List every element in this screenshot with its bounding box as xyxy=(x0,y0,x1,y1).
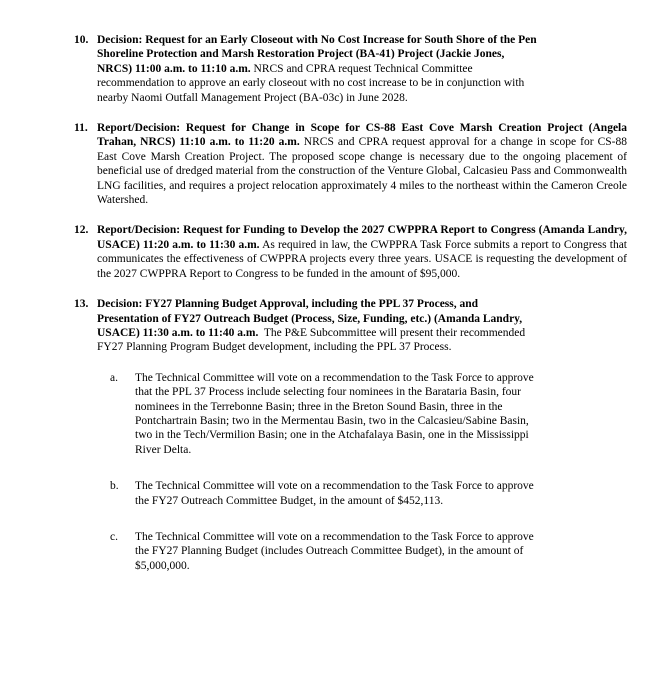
agenda-item-13-text: Decision: FY27 Planning Budget Approval, including the PPL 37 Process, and Presentation of FY27 Outreach Budget (Process, Size, Funding, etc.) (Amanda Landry, USACE) 11:30 a.m. to 11:40 a.m. The P&E Subcommittee will present their recommended FY27 Planning Program Budget development, including the PPL 37 Process. xyxy=(97,298,526,354)
agenda-item-12-heading: Report/Decision: Request for Funding to Develop the 2027 CWPPRA Report to Congress (Amanda Landry, USACE) 11:20 a.m. to 11:30 a.m. xyxy=(97,224,627,251)
agenda-item-12 xyxy=(74,223,627,281)
sub-item-c-text: The Technical Committee will vote on a recommendation to the Task Force to approve the FY27 Planning Budget (includes Outreach Committee Budget), in the amount of $5,000,000. xyxy=(135,530,534,572)
agenda-item-11-heading: Report/Decision: Request for Change in Scope for CS-88 East Cove Marsh Creation Project (Angela Trahan, NRCS) 11:10 a.m. to 11:20 a.m. xyxy=(97,122,627,149)
sub-item-a-label: a. xyxy=(110,371,118,384)
agenda-item-11-body: NRCS and CPRA request approval for a change in scope for CS-88 East Cove Marsh Creation Project. The proposed scope change is necessary due to the ongoing placement of beneficial use of dredged material from the construction of the Venture Global, Calcasieu Pass and Commonwealth LNG facilities, and requires a project relocation approximately 4 miles to the northeast within the Cameron Creole Watershed. xyxy=(97,136,627,207)
sub-item-c-label: c. xyxy=(110,530,118,543)
sub-item-a-text: The Technical Committee will vote on a recommendation to the Task Force to approve that the PPL 37 Process include selecting four nominees in the Barataria Basin, four nominees in the Terrebonne Basin; three in the Breton Sound Basin, three in the Pontchartrain Basin; two in the Mermentau Basin, two in the Calcasieu/Sabine Basin, two in the Tech/Vermilion Basin; one in the Atchafalaya Basin, one in the Mississippi River Delta. xyxy=(135,371,534,456)
agenda-item-12-number: 12. xyxy=(74,224,89,237)
sub-item-b-text: The Technical Committee will vote on a recommendation to the Task Force to approve the FY27 Outreach Committee Budget, in the amount of $452,113. xyxy=(135,480,534,507)
agenda-item-13 xyxy=(74,297,627,573)
agenda-item-12-text xyxy=(97,223,627,281)
sub-item-b-label: b. xyxy=(110,480,119,493)
sub-item-a xyxy=(110,371,627,457)
agenda-item-12-body: As required in law, the CWPPRA Task Force submits a report to Congress that communicates the effectiveness of CWPPRA projects every three years. USACE is requesting the development of the 2027 CWPPRA Report to Congress to be funded in the amount of $95,000. xyxy=(97,238,627,280)
agenda-item-11 xyxy=(74,121,627,207)
agenda-item-11-text xyxy=(97,121,627,207)
agenda-item-13-number: 13. xyxy=(74,298,89,311)
sub-item-b xyxy=(110,479,627,508)
sub-item-c xyxy=(110,530,627,573)
agenda-item-11-number: 11. xyxy=(74,122,88,135)
agenda-item-10-text: Decision: Request for an Early Closeout with No Cost Increase for South Shore of the Pen Shoreline Protection and Marsh Restoration Project (BA-41) Project (Jackie Jones, NRCS) 11:00 a.m. to 11:10 a.m. NRCS and CPRA request Technical Committee recommendation to approve an early closeout with no cost increase to be in conjunction with nearby Naomi Outfall Management Project (BA-03c) in June 2028. xyxy=(97,34,537,104)
agenda-item-10 xyxy=(74,33,627,105)
agenda-item-10-number: 10. xyxy=(74,34,89,46)
agenda-item-13-sublist xyxy=(110,371,627,573)
